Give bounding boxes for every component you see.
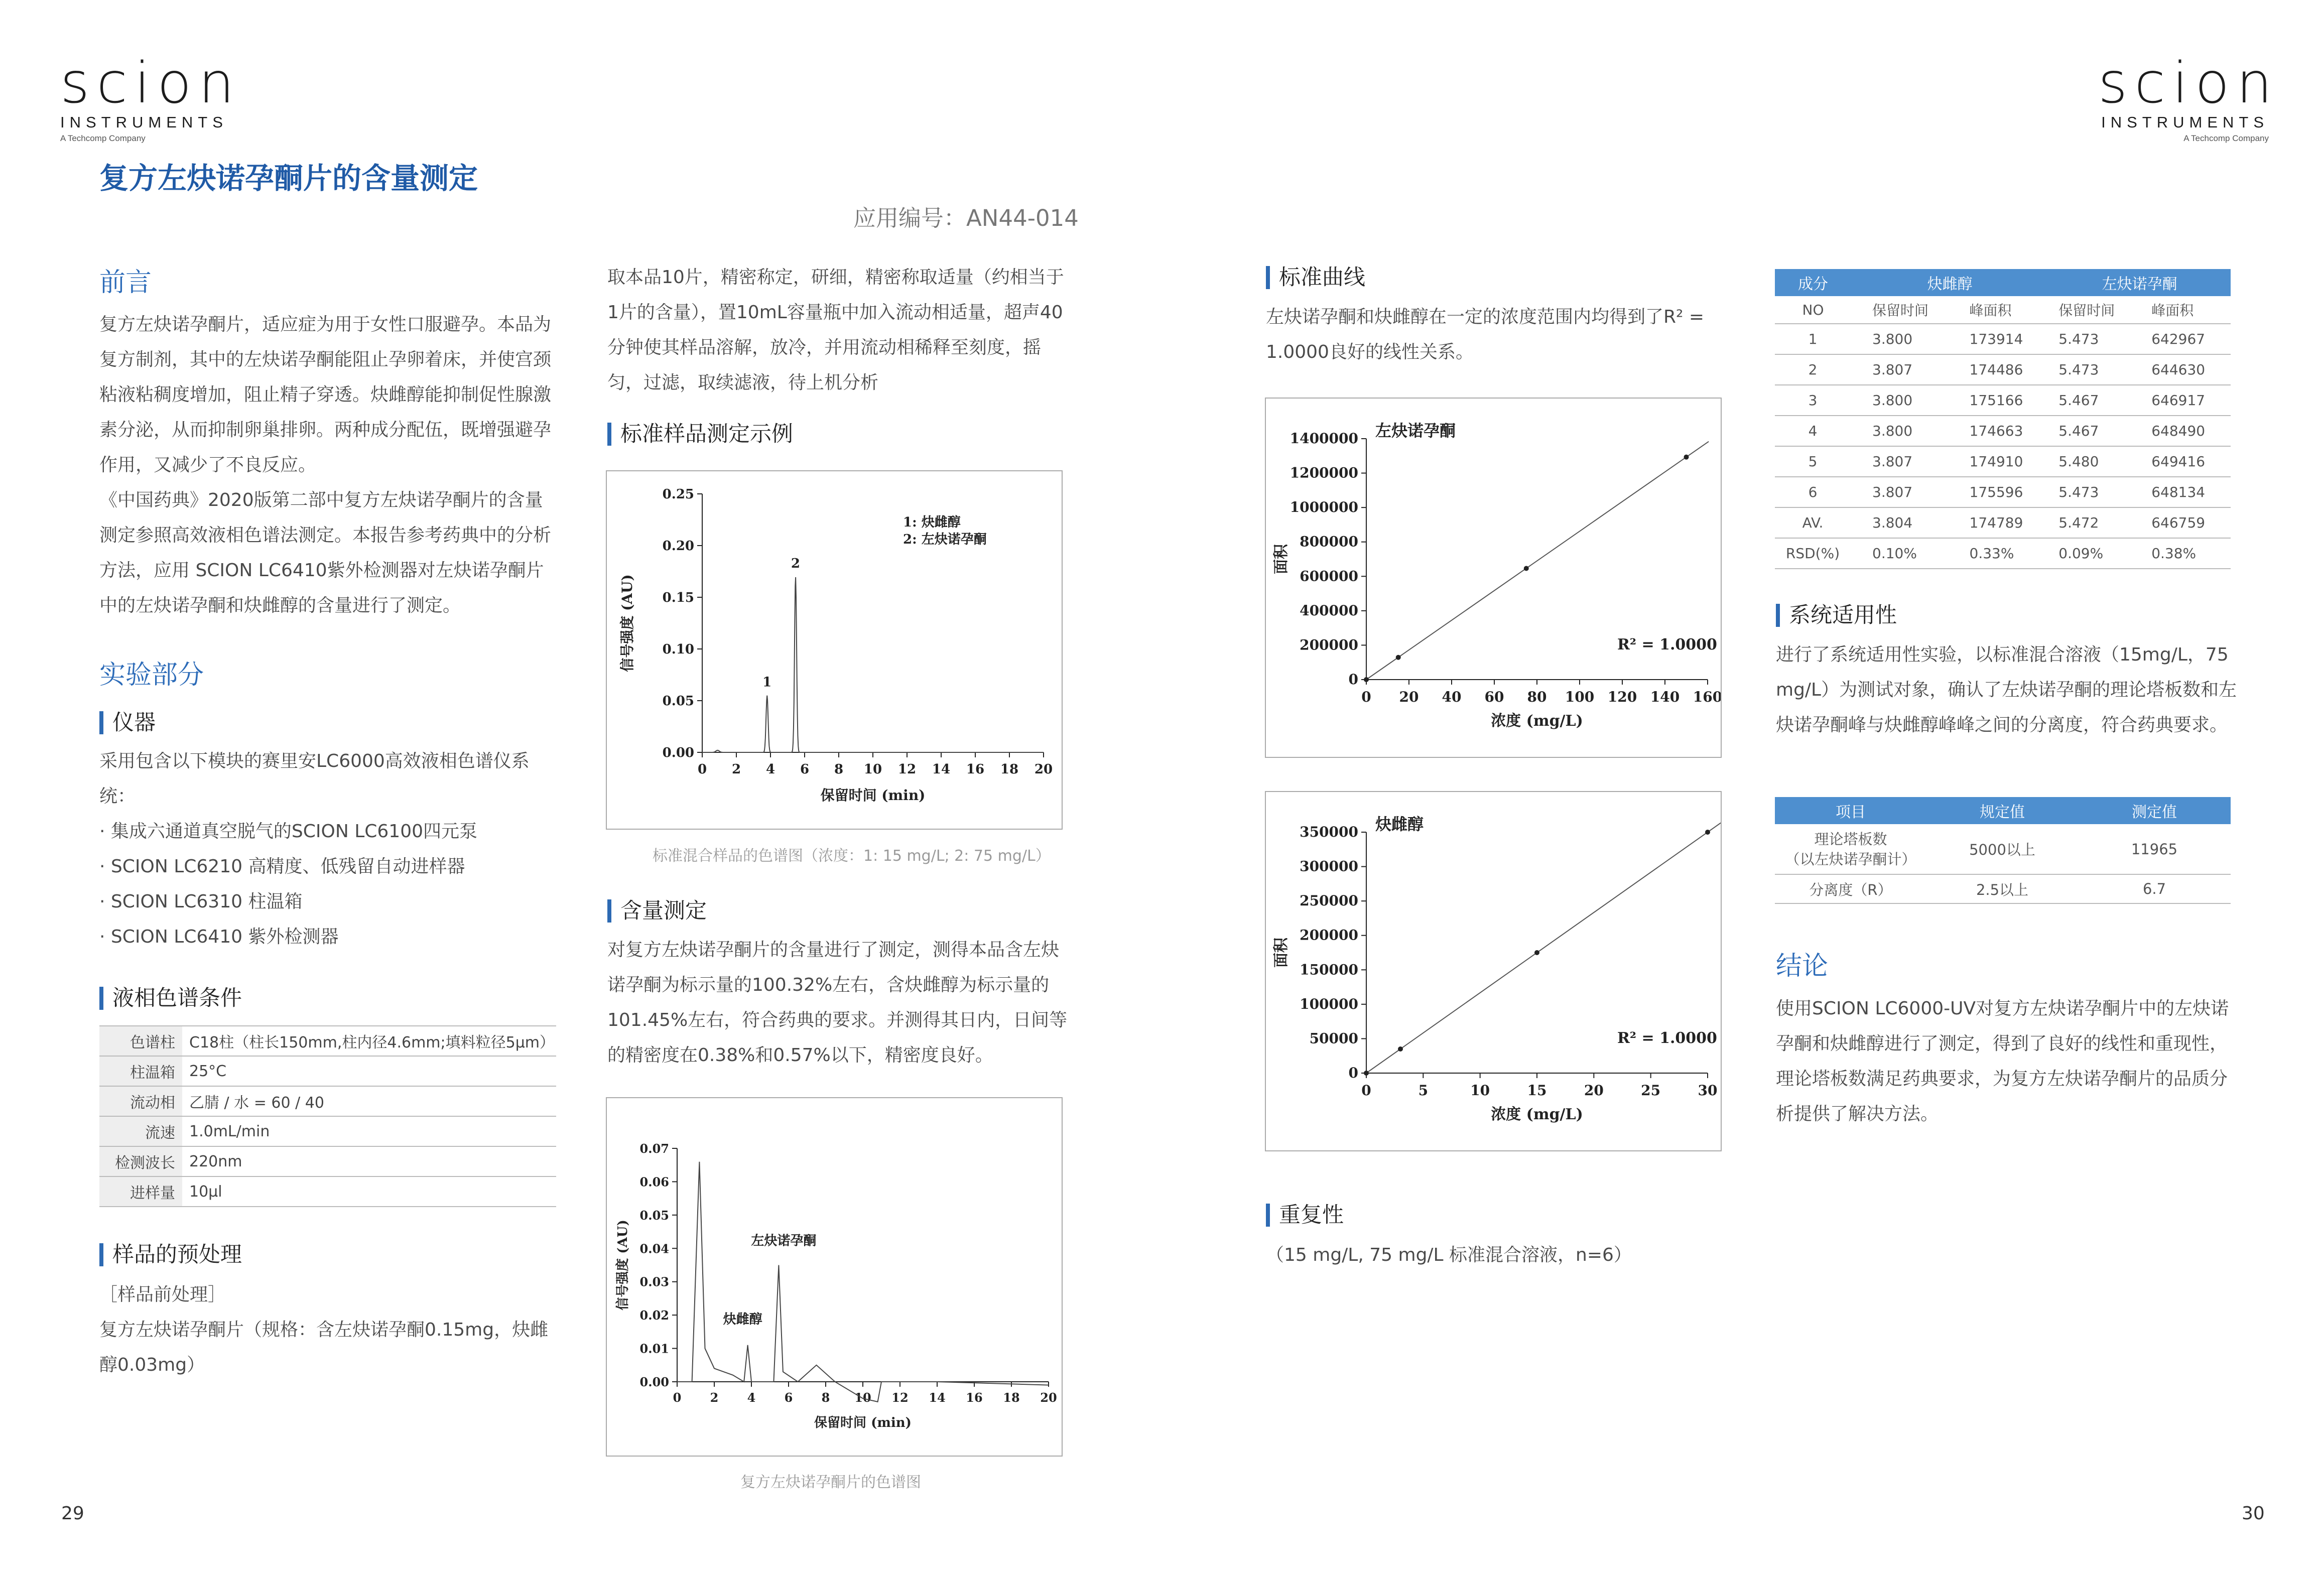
x-tick-label: 14 (932, 762, 951, 777)
y-tick-label: 0.01 (639, 1341, 669, 1356)
x-tick-label: 25 (1641, 1082, 1661, 1099)
y-tick-label: 0.06 (639, 1174, 669, 1190)
x-tick-label: 10 (863, 762, 882, 777)
cond-label: 进样量 (99, 1176, 182, 1207)
chart-title: 炔雌醇 (1375, 815, 1424, 834)
table-subheader: 保留时间 (1851, 296, 1960, 324)
y-tick-label: 100000 (1300, 995, 1358, 1012)
x-tick-label: 0 (1361, 689, 1371, 705)
conclusion-text: 使用SCION LC6000-UV对复方左炔诺孕酮片中的左炔诺孕酮和炔雌醇进行了测定，得到了良好的线性和重现性，理论塔板数满足药典要求，为复方左炔诺孕酮片的品质分析提供了解决方法。 (1776, 998, 2229, 1124)
table-cell: 0.38% (2141, 538, 2231, 569)
table-row (99, 1026, 556, 1056)
table-cell: 5.467 (2048, 385, 2141, 416)
y-tick-label: 150000 (1300, 961, 1358, 978)
x-tick-label: 2 (710, 1390, 719, 1405)
table-subheader: 峰面积 (1960, 296, 2049, 324)
y-tick-label: 200000 (1300, 927, 1358, 944)
cond-label: 柱温箱 (99, 1056, 182, 1086)
y-tick-label: 0.15 (662, 590, 694, 605)
system-suitability-heading: 系统适用性 (1776, 604, 1897, 627)
x-tick-label: 10 (1470, 1082, 1490, 1099)
sample-prep-paragraph: 复方左炔诺孕酮片（规格：含左炔诺孕酮0.15mg，炔雌醇0.03mg） (99, 1320, 549, 1375)
sample-prep-subheading: ［样品前处理］ (99, 1284, 226, 1305)
y-axis-title: 信号强度 (AU) (619, 574, 635, 672)
sample-chromatogram (607, 1098, 1062, 1456)
instrument-text (99, 744, 561, 955)
y-tick-label: 0.25 (662, 487, 694, 502)
std-curve-heading: 标准曲线 (1266, 266, 1365, 289)
x-tick-label: 4 (765, 762, 776, 777)
x-tick-label: 5 (1418, 1082, 1429, 1099)
table-cell: 648134 (2141, 477, 2231, 507)
table-cell: 5.473 (2048, 477, 2141, 507)
y-tick-label: 0.10 (662, 642, 694, 657)
table-cell: 3.807 (1851, 477, 1960, 507)
y-tick-label: 400000 (1300, 602, 1358, 619)
system-suitability-table (1775, 797, 2231, 904)
table-cell: 4 (1775, 416, 1851, 446)
table-row (1775, 416, 2231, 446)
levonorgestrel-calibration-chart (1266, 399, 1721, 757)
y-tick-label: 600000 (1300, 568, 1358, 585)
table-row (99, 1146, 556, 1176)
y-tick-label: 0.05 (639, 1208, 669, 1223)
system-suitability-text: 进行了系统适用性实验，以标准混合溶液（15mg/L，75 mg/L）为测试对象，确认了左炔诺孕酮的理论塔板数和左炔诺孕酮峰与炔雌醇峰峰之间的分离度，符合药典要求。 (1776, 644, 2237, 735)
app-number: 应用编号：AN44-014 (853, 205, 1079, 231)
lc-conditions-table (99, 1025, 556, 1207)
table-row (99, 1176, 556, 1207)
y-tick-label: 0.20 (662, 539, 694, 554)
table-header: 炔雌醇 (1851, 269, 2048, 296)
repeatability-table (1775, 269, 2231, 569)
table-cell: 0.10% (1851, 538, 1960, 569)
x-tick-label: 4 (747, 1390, 756, 1405)
table-subheader: 峰面积 (2141, 296, 2231, 324)
table-cell: 174910 (1960, 446, 2049, 477)
table-cell: 5 (1775, 446, 1851, 477)
table-cell: 6 (1775, 477, 1851, 507)
y-axis-title: 面积 (1272, 938, 1290, 968)
brand-sub: INSTRUMENTS (60, 113, 228, 131)
table-cell: 0.33% (1960, 538, 2049, 569)
legend-entry: 1: 炔雌醇 (903, 515, 961, 530)
y-tick-label: 1400000 (1289, 430, 1358, 447)
peak-annotation: 左炔诺孕酮 (751, 1233, 817, 1249)
conclusion-heading: 结论 (1776, 951, 1829, 981)
sample-prep-heading: 样品的预处理 (99, 1243, 242, 1266)
table-cell: 3.800 (1851, 324, 1960, 354)
x-tick-label: 20 (1034, 762, 1053, 777)
x-tick-label: 18 (1000, 762, 1019, 777)
content-text: 对复方左炔诺孕酮片的含量进行了测定，测得本品含左炔诺孕酮为标示量的100.32%左右，含炔雌醇为标示量的101.45%左右，符合药典的要求。并测得其日内，日间等的精密度在0.38%和0.57%以下，精密度良好。 (607, 940, 1068, 1066)
x-tick-label: 12 (891, 1390, 909, 1405)
content-heading: 含量测定 (607, 899, 707, 923)
table-header-row (1775, 269, 2231, 296)
x-tick-label: 100 (1565, 689, 1595, 705)
table-cell: 5.467 (2048, 416, 2141, 446)
y-tick-label: 50000 (1309, 1030, 1358, 1047)
x-axis-title: 保留时间 (min) (814, 1415, 912, 1430)
table-cell: 分离度（R） (1775, 874, 1926, 903)
table-cell: 理论塔板数 （以左炔诺孕酮计） (1775, 824, 1926, 874)
x-tick-label: 20 (1040, 1390, 1057, 1405)
instrument-heading: 仪器 (99, 711, 156, 734)
lc-conditions-heading: 液相色谱条件 (99, 987, 242, 1010)
table-subheader: NO (1775, 296, 1851, 324)
peak-label: 1 (762, 675, 772, 690)
x-tick-label: 0 (697, 762, 707, 777)
table-cell: 5.473 (2048, 354, 2141, 385)
table-cell: 175166 (1960, 385, 2049, 416)
ethinylestradiol-calibration-chart (1266, 792, 1721, 1150)
table-cell: 649416 (2141, 446, 2231, 477)
y-tick-label: 1000000 (1289, 499, 1358, 516)
x-tick-label: 40 (1442, 689, 1462, 705)
x-tick-label: 6 (784, 1390, 793, 1405)
instrument-intro: 采用包含以下模块的赛里安LC6000高效液相色谱仪系统： (99, 751, 530, 807)
standard-chromatogram-frame (606, 470, 1063, 830)
data-point (1534, 950, 1539, 955)
y-tick-label: 200000 (1300, 636, 1358, 653)
table-row (99, 1056, 556, 1086)
y-tick-label: 0.03 (639, 1274, 669, 1289)
instrument-item: · SCION LC6310 柱温箱 (99, 891, 303, 912)
table-cell: 5000以上 (1926, 824, 2078, 874)
brand-name: scion (2098, 51, 2279, 116)
table-row (1775, 874, 2231, 903)
x-tick-label: 20 (1584, 1082, 1604, 1099)
x-axis-title: 浓度 (mg/L) (1491, 1106, 1583, 1123)
x-tick-label: 2 (731, 762, 741, 777)
std-curve-text: 左炔诺孕酮和炔雌醇在一定的浓度范围内均得到了R² = 1.0000良好的线性关系。 (1266, 307, 1705, 362)
chromatogram-trace (677, 1162, 1049, 1402)
table-cell: AV. (1775, 507, 1851, 538)
table-row (1775, 507, 2231, 538)
table-header: 项目 (1775, 797, 1926, 824)
page-number-left: 29 (61, 1503, 84, 1524)
table-cell: 3.807 (1851, 446, 1960, 477)
y-tick-label: 250000 (1300, 892, 1358, 909)
preface-heading: 前言 (99, 268, 152, 298)
x-tick-label: 0 (673, 1390, 682, 1405)
x-tick-label: 16 (966, 1390, 983, 1405)
x-tick-label: 10 (854, 1390, 871, 1405)
x-tick-label: 8 (834, 762, 844, 777)
table-header: 测定值 (2078, 797, 2231, 824)
y-tick-label: 0.00 (662, 745, 694, 760)
table-cell: 2 (1775, 354, 1851, 385)
x-axis-title: 保留时间 (min) (820, 787, 926, 804)
table-cell: 173914 (1960, 324, 2049, 354)
y-tick-label: 350000 (1300, 824, 1358, 840)
cond-value: 10μl (182, 1176, 556, 1207)
table-cell: 174789 (1960, 507, 2049, 538)
table-header: 左炔诺孕酮 (2048, 269, 2231, 296)
instrument-item: · 集成六通道真空脱气的SCION LC6100四元泵 (99, 821, 478, 842)
x-axis-title: 浓度 (mg/L) (1491, 712, 1583, 730)
cond-label: 流动相 (99, 1086, 182, 1116)
data-point (1364, 677, 1369, 682)
cond-value: 乙腈 / 水 = 60 / 40 (182, 1086, 556, 1116)
logo-right (2098, 51, 2279, 143)
y-tick-label: 0.05 (662, 694, 694, 709)
x-tick-label: 60 (1484, 689, 1504, 705)
y-tick-label: 0 (1348, 671, 1358, 688)
x-tick-label: 140 (1650, 689, 1680, 705)
page-number-right: 30 (2242, 1503, 2265, 1524)
cond-label: 流速 (99, 1116, 182, 1146)
x-tick-label: 30 (1698, 1082, 1718, 1099)
table-cell: 174663 (1960, 416, 2049, 446)
standard-chromatogram-caption: 标准混合样品的色谱图（浓度：1: 15 mg/L; 2: 75 mg/L） (653, 847, 1051, 865)
table-header: 规定值 (1926, 797, 2078, 824)
peak-label: 2 (791, 556, 801, 571)
table-cell: 2.5以上 (1926, 874, 2078, 903)
table-row (1775, 324, 2231, 354)
brand-tagline: A Techcomp Company (2183, 134, 2269, 143)
table-cell: 175596 (1960, 477, 2049, 507)
legend-entry: 2: 左炔诺孕酮 (903, 532, 987, 547)
y-tick-label: 0.02 (639, 1308, 669, 1323)
experiment-heading: 实验部分 (99, 660, 204, 690)
standard-sample-heading: 标准样品测定示例 (607, 423, 793, 446)
table-row (1775, 824, 2231, 874)
table-row (1775, 477, 2231, 507)
table-cell: 3.807 (1851, 354, 1960, 385)
table-cell: 3.800 (1851, 416, 1960, 446)
table-cell: 646759 (2141, 507, 2231, 538)
table-cell: 0.09% (2048, 538, 2141, 569)
cond-label: 色谱柱 (99, 1026, 182, 1056)
y-tick-label: 0.00 (639, 1375, 669, 1389)
chromatogram-trace (702, 577, 1044, 752)
sample-chromatogram-caption: 复方左炔诺孕酮片的色谱图 (740, 1474, 921, 1491)
y-tick-label: 0.07 (639, 1141, 669, 1156)
standard-chromatogram (607, 471, 1062, 829)
peak-annotation: 炔雌醇 (723, 1311, 762, 1327)
preface-text (99, 307, 556, 623)
table-cell: 5.472 (2048, 507, 2141, 538)
sample-prep-text (99, 1277, 561, 1383)
table-cell: 6.7 (2078, 874, 2231, 903)
table-cell: 646917 (2141, 385, 2231, 416)
table-row (99, 1116, 556, 1146)
x-tick-label: 16 (966, 762, 985, 777)
table-cell: 644630 (2141, 354, 2231, 385)
table-cell: 3.800 (1851, 385, 1960, 416)
table-cell: 3 (1775, 385, 1851, 416)
x-tick-label: 15 (1527, 1082, 1547, 1099)
table-cell: 5.473 (2048, 324, 2141, 354)
table-row (1775, 354, 2231, 385)
x-tick-label: 0 (1361, 1082, 1371, 1099)
table-cell: RSD(%) (1775, 538, 1851, 569)
table-subheader: 保留时间 (2048, 296, 2141, 324)
x-tick-label: 8 (821, 1390, 830, 1405)
table-row (1775, 385, 2231, 416)
x-tick-label: 6 (800, 762, 810, 777)
x-tick-label: 18 (1003, 1390, 1020, 1405)
x-tick-label: 14 (929, 1390, 946, 1405)
r-squared-label: R² = 1.0000 (1617, 636, 1717, 653)
data-point (1705, 830, 1710, 835)
brand-name: scion (60, 51, 241, 116)
table-cell: 174486 (1960, 354, 2049, 385)
table-subheader-row (1775, 296, 2231, 324)
cond-value: 25°C (182, 1056, 556, 1086)
table-cell: 642967 (2141, 324, 2231, 354)
data-point (1398, 1046, 1403, 1052)
data-point (1364, 1071, 1369, 1076)
cond-value: 1.0mL/min (182, 1116, 556, 1146)
table-cell: 5.480 (2048, 446, 2141, 477)
chart-title: 左炔诺孕酮 (1375, 421, 1456, 440)
x-tick-label: 80 (1527, 689, 1547, 705)
table-row (99, 1086, 556, 1116)
table-row (1775, 446, 2231, 477)
brand-tagline: A Techcomp Company (60, 134, 146, 143)
x-tick-label: 12 (897, 762, 917, 777)
cond-value: C18柱（柱长150mm,柱内径4.6mm;填料粒径5μm） (182, 1026, 556, 1056)
page-title: 复方左炔诺孕酮片的含量测定 (99, 161, 478, 195)
y-axis-title: 信号强度 (AU) (615, 1220, 630, 1310)
y-tick-label: 300000 (1300, 858, 1358, 875)
y-tick-label: 800000 (1300, 533, 1358, 550)
prep-continued-text: 取本品10片，精密称定，研细，精密称取适量（约相当于1片的含量），置10mL容量瓶中加入流动相适量，超声40分钟使其样品溶解，放冷，并用流动相稀释至刻度，摇匀，过滤，取续滤液，待上机分析 (607, 267, 1064, 393)
y-axis-title: 面积 (1272, 544, 1290, 574)
y-tick-label: 1200000 (1289, 464, 1358, 481)
preface-paragraph-2: 《中国药典》2020版第二部中复方左炔诺孕酮片的含量测定参照高效液相色谱法测定。本报告参考药典中的分析方法，应用 SCION LC6410紫外检测器对左炔诺孕酮片中的左炔诺孕酮和炔雌醇的含量进行了测定。 (99, 490, 552, 616)
instrument-item: · SCION LC6210 高精度、低残留自动进样器 (99, 856, 465, 877)
table-row (1775, 538, 2231, 569)
preface-paragraph-1: 复方左炔诺孕酮片，适应症为用于女性口服避孕。本品为复方制剂，其中的左炔诺孕酮能阻止孕卵着床，并使宫颈粘液粘稠度增加，阻止精子穿透。炔雌醇能抑制促性腺激素分泌，从而抑制卵巢排卵。两种成分配伍，既增强避孕作用，又减少了不良反应。 (99, 314, 552, 475)
y-tick-label: 0.04 (639, 1241, 669, 1256)
levonorgestrel-curve-frame (1265, 398, 1722, 758)
repeatability-heading: 重复性 (1266, 1204, 1344, 1227)
data-point (1396, 655, 1401, 660)
sample-chromatogram-frame (606, 1097, 1063, 1457)
data-point (1524, 566, 1529, 571)
table-header-row (1775, 797, 2231, 824)
cond-label: 检测波长 (99, 1146, 182, 1176)
x-tick-label: 20 (1399, 689, 1419, 705)
ethinylestradiol-curve-frame (1265, 791, 1722, 1151)
r-squared-label: R² = 1.0000 (1617, 1029, 1717, 1047)
data-point (1684, 455, 1689, 460)
table-cell: 648490 (2141, 416, 2231, 446)
table-cell: 1 (1775, 324, 1851, 354)
x-tick-label: 120 (1607, 689, 1637, 705)
table-cell: 11965 (2078, 824, 2231, 874)
repeatability-note: （15 mg/L, 75 mg/L 标准混合溶液，n=6） (1266, 1245, 1632, 1265)
logo-left (60, 51, 241, 143)
y-tick-label: 0 (1348, 1065, 1358, 1081)
table-cell: 3.804 (1851, 507, 1960, 538)
brand-sub: INSTRUMENTS (2101, 113, 2269, 131)
table-header: 成分 (1775, 269, 1851, 296)
x-tick-label: 160 (1693, 689, 1721, 705)
instrument-item: · SCION LC6410 紫外检测器 (99, 927, 339, 947)
cond-value: 220nm (182, 1146, 556, 1176)
